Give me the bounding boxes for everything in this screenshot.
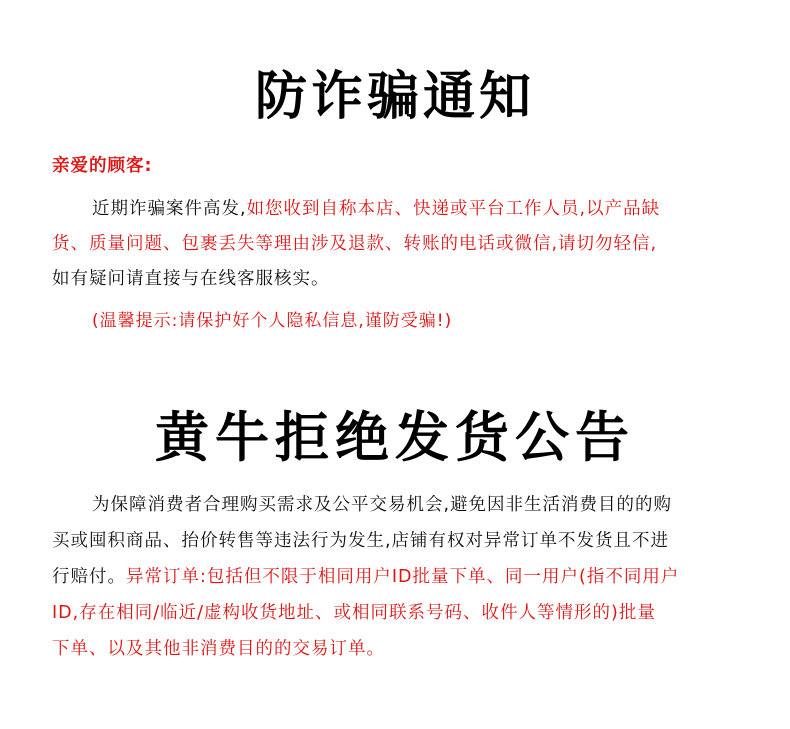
- policy-line-3-red: 异常订单:包括但不限于相同用户ID批量下单、同一用户(指不同用户: [126, 567, 680, 587]
- policy-line-1-black: 为保障消费者合理购买需求及公平交易机会,避免因非生活消费目的的购: [92, 495, 673, 515]
- anti-fraud-title: 防诈骗通知: [254, 67, 535, 127]
- notice-line-3: [52, 262, 752, 297]
- scalper-policy-title: 黄牛拒绝发货公告: [155, 406, 635, 469]
- policy-line-3: [52, 559, 752, 595]
- notice-line-2-red: 货、质量问题、包裹丢失等理由涉及退款、转账的电话或微信,请切勿轻信,: [52, 234, 658, 254]
- policy-line-3-black: 行赔付。: [52, 567, 126, 587]
- privacy-tip: (温馨提示:请保护好个人隐私信息,谨防受骗!): [92, 311, 453, 331]
- notice-line-1-red: 如您收到自称本店、快递或平台工作人员,以产品缺: [246, 199, 661, 219]
- notice-line-2: [52, 227, 752, 262]
- policy-line-5: [52, 631, 752, 667]
- policy-line-2-black: 买或囤积商品、抬价转售等违法行为发生,店铺有权对异常订单不发货且不进: [52, 531, 670, 551]
- policy-line-5-red: 下单、以及其他非消费目的的交易订单。: [52, 639, 385, 659]
- policy-line-1: [52, 487, 752, 523]
- greeting: 亲爱的顾客:: [52, 156, 153, 176]
- scalper-policy-body: [52, 487, 752, 667]
- anti-fraud-notice-body: [52, 192, 752, 297]
- policy-line-4-red: ID,存在相同/临近/虚构收货地址、或相同联系号码、收件人等情形的)批量: [52, 603, 656, 623]
- notice-line-1-black: 近期诈骗案件高发,: [92, 199, 247, 219]
- notice-line-1: [52, 192, 752, 227]
- policy-line-4: [52, 595, 752, 631]
- notice-line-3-black: 如有疑问请直接与在线客服核实。: [52, 269, 330, 289]
- policy-line-2: [52, 523, 752, 559]
